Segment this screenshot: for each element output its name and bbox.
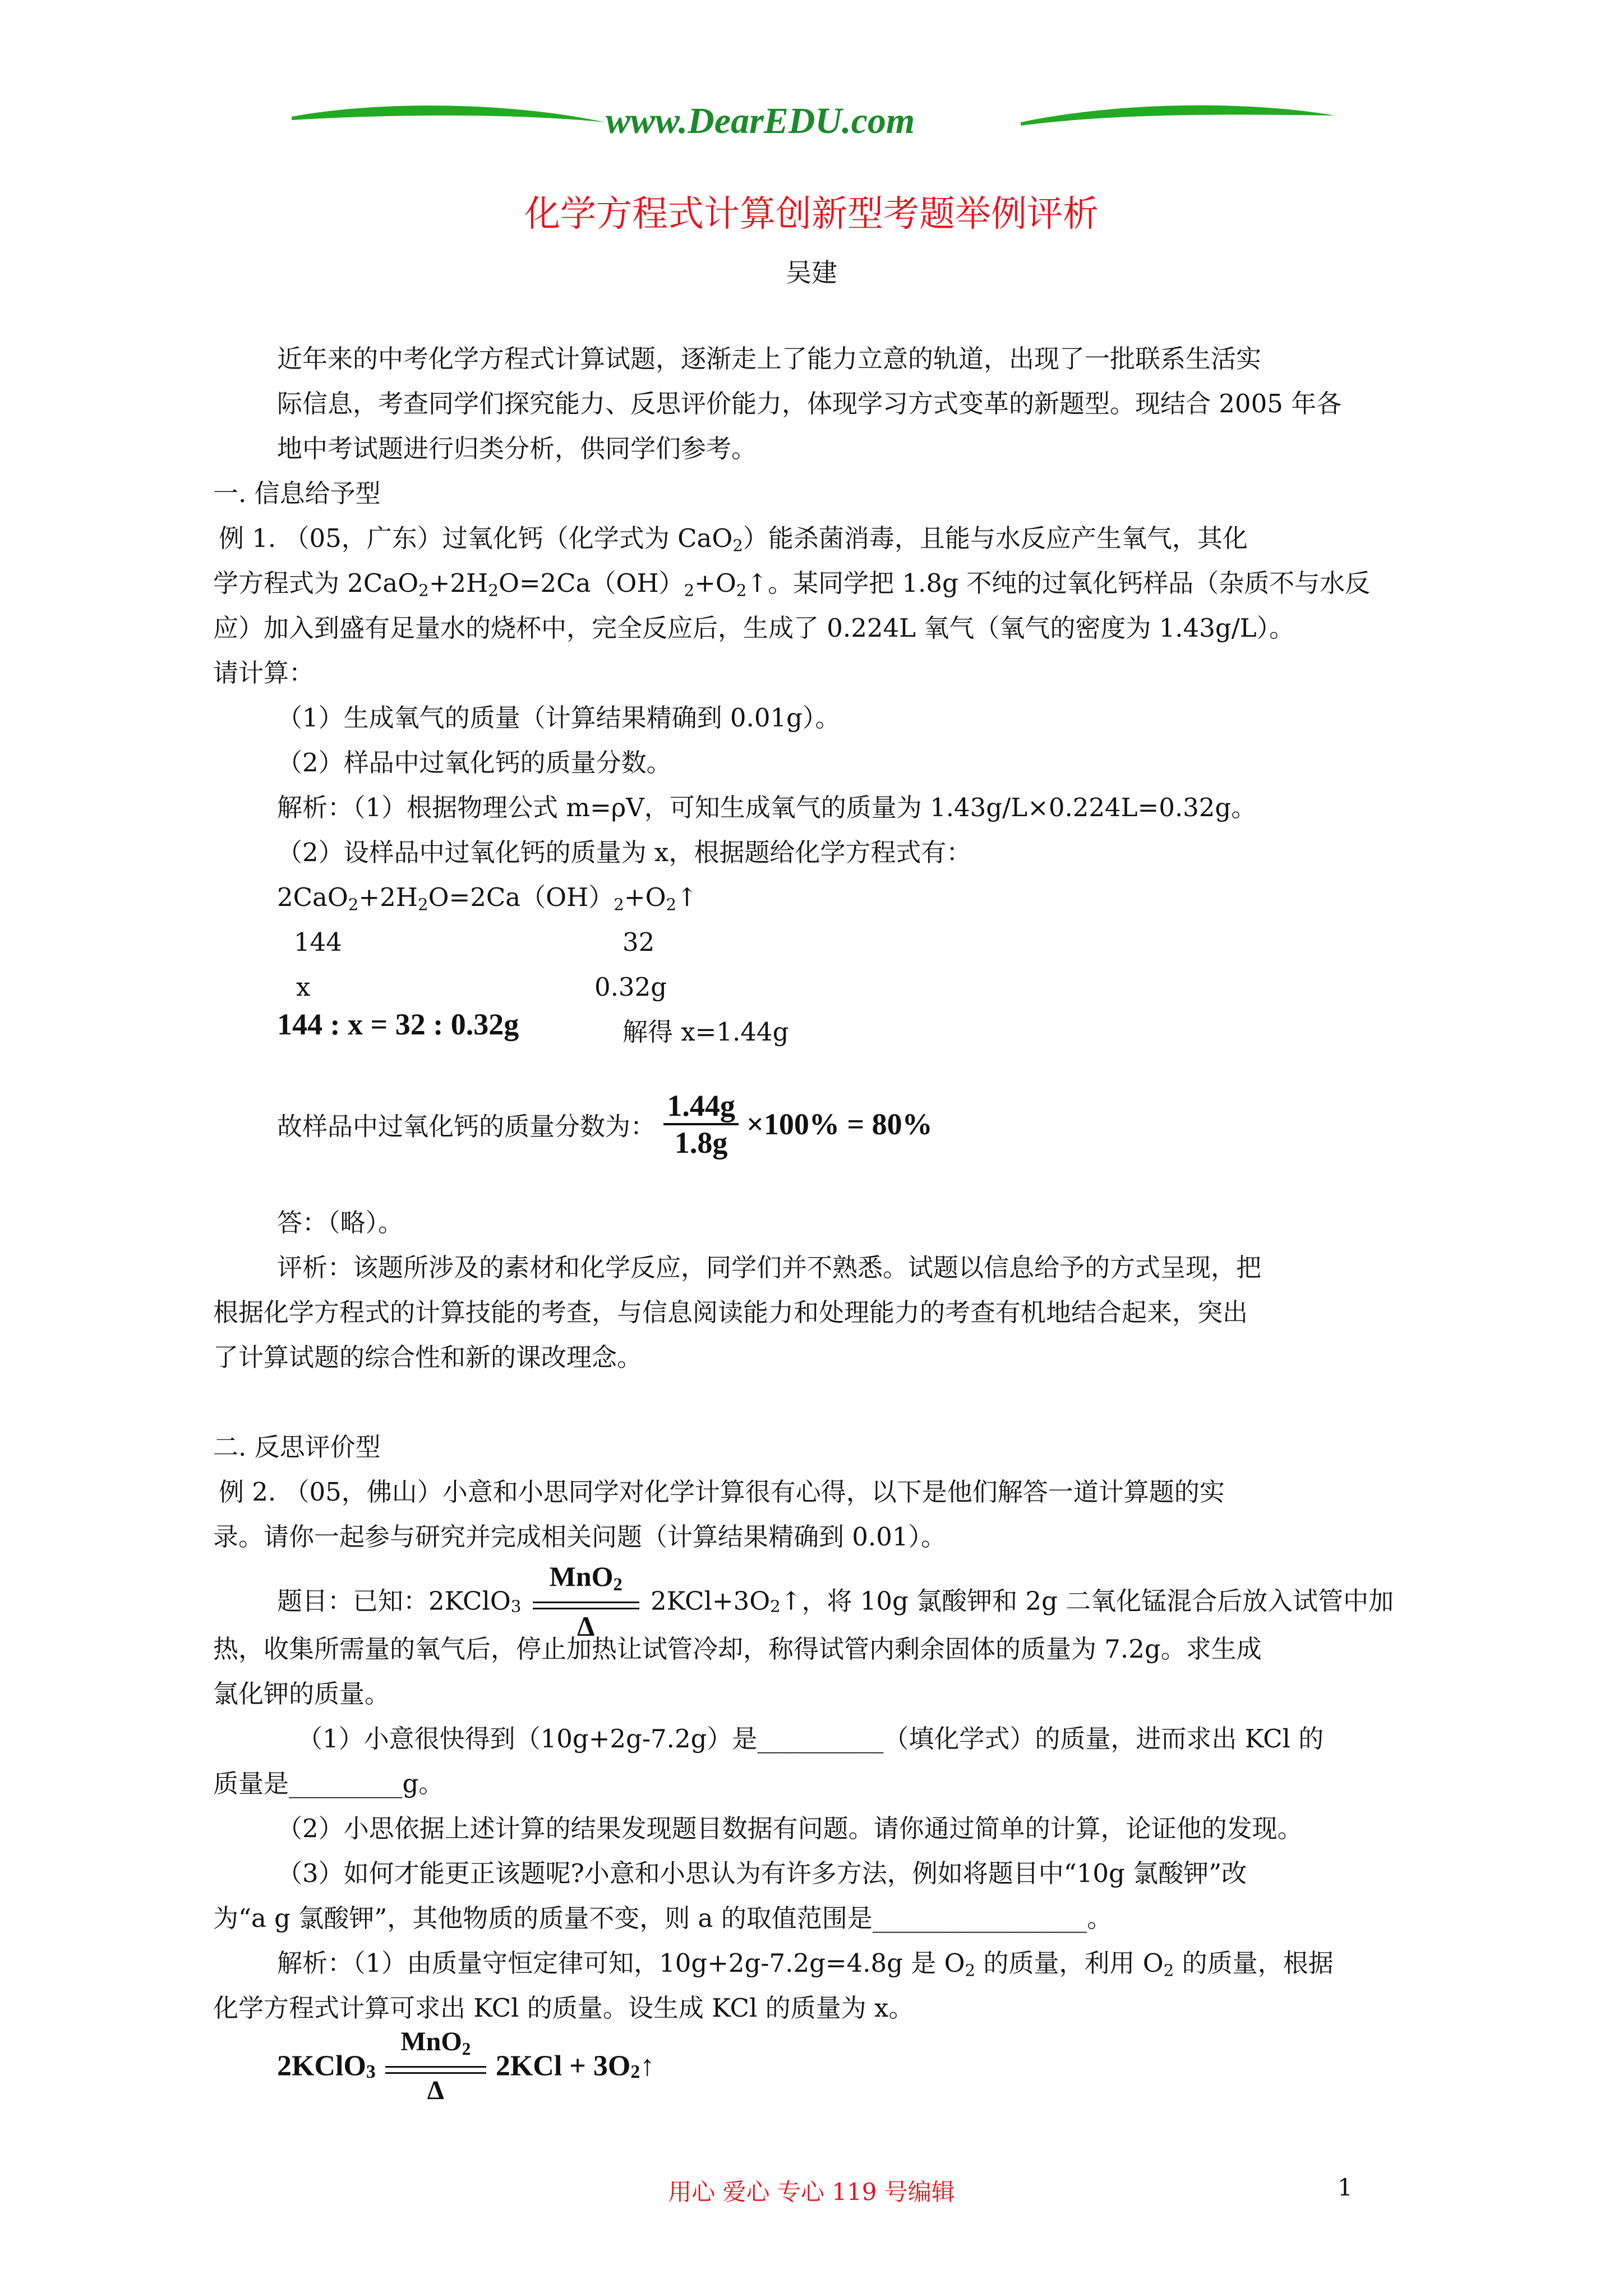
comment-line-2: 根据化学方程式的计算技能的考查，与信息阅读能力和处理能力的考查有机地结合起来，突出 [213, 1297, 1248, 1327]
question-1: （1）生成氧气的质量（计算结果精确到 0.01g）。 [277, 703, 841, 733]
fraction-lead: 故样品中过氧化钙的质量分数为： [277, 1111, 656, 1142]
s2-analysis-2: 化学方程式计算可求出 KCl 的质量。设生成 KCl 的质量为 x。 [213, 1993, 914, 2023]
page-title: 化学方程式计算创新型考题举例评析 [524, 194, 1099, 235]
ratio-equation: 144 : x = 32 : 0.32g [277, 1007, 519, 1041]
footer-slogan: 用心 爱心 专心 119 号编辑 [668, 2178, 955, 2206]
question-2: （2）样品中过氧化钙的质量分数。 [277, 748, 672, 777]
author: 吴建 [786, 257, 837, 288]
problem-line-3: 氯化钾的质量。 [213, 1679, 390, 1709]
intro-line-3: 地中考试题进行归类分析，供同学们参考。 [277, 434, 757, 463]
problem-line-2: 热，收集所需量的氧气后，停止加热让试管冷却，称得试管内剩余固体的质量为 7.2g。求生成 [213, 1634, 1262, 1664]
s2-question-2: （2）小思依据上述计算的结果发现题目数据有问题。请你通过简单的计算，论证他的发现。 [277, 1814, 1303, 1843]
s2-question-3a: （3）如何才能更正该题呢?小意和小思认为有许多方法，例如将题目中“10g 氯酸钾”改 [277, 1858, 1247, 1888]
site-logo-text: www.DearEDU.com [606, 100, 915, 141]
mass-row-1-left: 144 [294, 927, 342, 957]
fraction-tail: ×100% = 80% [746, 1107, 933, 1141]
s2-question-1a: （1）小意很快得到（10g+2g-7.2g）是__________（填化学式）的质量，进而求出 KCl 的 [297, 1724, 1324, 1754]
equation-1: $2CaO_2+2H_2O=2Ca(OH)_2+O_2↑$ [277, 882, 698, 914]
example1-line-1: 例 1. （05，广东）过氧化钙（化学式为 CaO$_2$）能杀菌消毒，且能与水反应产生氧气，其化 [219, 523, 1248, 555]
header-banner [292, 84, 1335, 157]
example1-line-3: 应）加入到盛有足量水的烧杯中，完全反应后，生成了 0.224L 氧气（氧气的密度为 1.43g/L）。 [213, 613, 1295, 643]
example1-line-4: 请计算： [213, 658, 315, 688]
problem-line-1: 题目：已知：2KClO$_3$ MnO$_2$ Δ $2KCl+3O_2↑$，将 10g 氯酸钾和 2g 二氧化锰混合后放入试管中加 [277, 1561, 1394, 1642]
fraction: $\frac{1.44g}{1.8g}$ [663, 1088, 739, 1160]
analysis-2: （2）设样品中过氧化钙的质量为 x，根据题给化学方程式有： [277, 838, 972, 867]
mass-row-2-right: 0.32g [594, 972, 667, 1002]
comment-line-3: 了计算试题的综合性和新的课改理念。 [213, 1342, 643, 1372]
s2-question-1b: 质量是_________g。 [213, 1769, 444, 1798]
fraction-line [277, 1088, 933, 1160]
reaction-condition: MnO$_2$ Δ [533, 1559, 639, 1643]
comment-line-1: 评析：该题所涉及的素材和化学反应，同学们并不熟悉。试题以信息给予的方式呈现，把 [277, 1253, 1262, 1282]
section2-heading: 二. 反思评价型 [213, 1432, 381, 1462]
s2-question-3b: 为“a g 氯酸钾”，其他物质的质量不变，则 a 的取值范围是_________________。 [213, 1903, 1113, 1933]
intro-line-1: 近年来的中考化学方程式计算试题，逐渐走上了能力立意的轨道，出现了一批联系生活实 [277, 344, 1262, 374]
example2-line-2: 录。请你一起参与研究并完成相关问题（计算结果精确到 0.01）。 [213, 1522, 947, 1552]
page-number: 1 [1338, 2174, 1353, 2201]
answer: 答：（略）。 [277, 1208, 404, 1237]
swoosh-right [1021, 95, 1335, 140]
example2-line-1: 例 2. （05，佛山）小意和小思同学对化学计算很有心得，以下是他们解答一道计算题的实 [219, 1477, 1225, 1507]
section1-heading: 一. 信息给予型 [213, 478, 381, 508]
solve-text: 解得 x=1.44g [623, 1017, 789, 1047]
s2-equation: 2KClO$_3$ MnO$_2$ Δ $2KCl + 3O_2↑$ [277, 2027, 655, 2105]
analysis-1: 解析：（1）根据物理公式 m=ρV，可知生成氧气的质量为 1.43g/L×0.224L=0.32g。 [277, 793, 1257, 822]
s2-analysis-1: 解析：（1）由质量守恒定律可知，10g+2g-7.2g=4.8g 是 $O_2$ 的质量，利用 $O_2$ 的质量，根据 [277, 1948, 1334, 1980]
intro-line-2: 际信息，考查同学们探究能力、反思评价能力，体现学习方式变革的新题型。现结合 2005 年各 [277, 389, 1342, 418]
mass-row-1-right: 32 [623, 927, 655, 957]
example1-line-2: 学方程式为 $2CaO_2+2H_2O=2Ca(OH)_2+O_2↑$。某同学把 1.8g 不纯的过氧化钙样品（杂质不与水反 [213, 568, 1371, 600]
swoosh-left [292, 95, 606, 140]
mass-row-2-left: x [296, 972, 311, 1002]
